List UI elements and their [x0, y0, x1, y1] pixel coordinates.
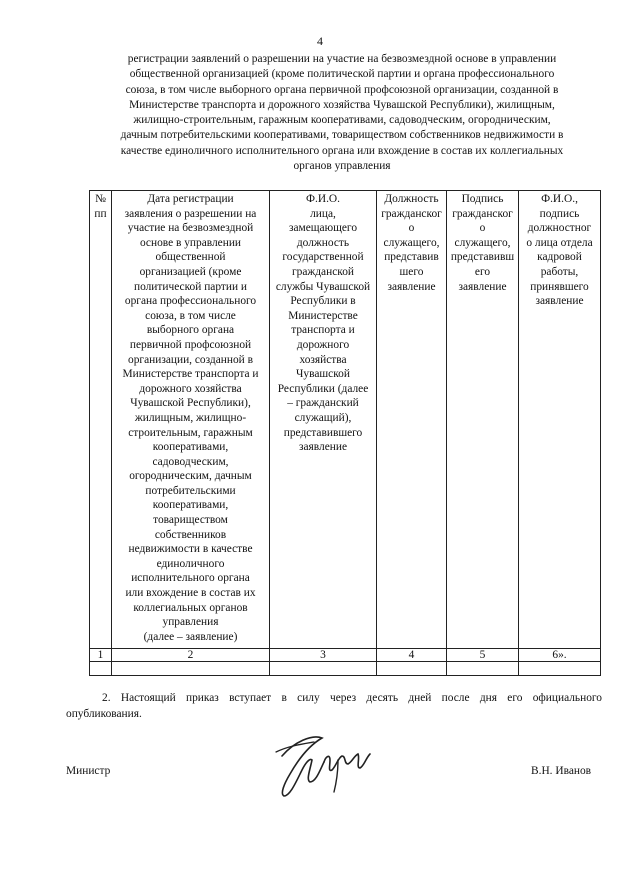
- header-text-line: органа профессионального: [124, 295, 257, 308]
- header-text-line: Должность: [384, 193, 439, 205]
- header-text-line: заявление: [387, 280, 436, 293]
- header-text-line: собственников: [154, 528, 227, 541]
- header-text-line: политической партии и: [133, 280, 248, 293]
- closing-line-1: 2. Настоящий приказ вступает в силу через десять дней после дня его официального: [102, 692, 602, 704]
- signatory-title: Министр: [66, 765, 111, 777]
- header-text-line: подпись: [539, 207, 580, 220]
- header-text-line: служащего,: [383, 236, 440, 249]
- header-text-line: участие на безвозмездной: [127, 222, 254, 235]
- header-text-line: представившего: [283, 426, 363, 439]
- header-text-line: исполнительного органа: [131, 572, 250, 585]
- header-text-line: заявление: [298, 441, 347, 454]
- table-header-cell: [112, 191, 270, 649]
- header-text-line: Чувашской Республики),: [130, 397, 251, 410]
- header-text-line: (далее – заявление): [143, 630, 238, 643]
- table-empty-row: [90, 662, 601, 676]
- header-text-line: Министерстве: [288, 309, 358, 322]
- header-text-line: союза, в том числе: [145, 309, 236, 322]
- header-text-line: транспорта и: [291, 324, 355, 337]
- registration-journal-table: [89, 190, 601, 676]
- header-text-line: Республики в: [290, 295, 356, 308]
- table-header-cell: [377, 191, 447, 649]
- intro-paragraph: [92, 52, 592, 174]
- header-text-line: Дата регистрации: [147, 193, 234, 205]
- header-text-line: Чувашской: [296, 368, 350, 381]
- header-text-line: строительным, гаражным: [128, 426, 253, 439]
- page-number: 4: [317, 34, 323, 48]
- header-text-line: дорожного: [296, 338, 350, 351]
- table-header-cell: [519, 191, 601, 649]
- header-text-line: заявление: [458, 280, 507, 293]
- intro-line: союза, в том числе выборного органа первичной профсоюзной организации, созданной в: [125, 83, 559, 96]
- header-text-line: Ф.И.О.,: [541, 193, 578, 205]
- header-text-line: о лица отдела: [526, 236, 593, 249]
- header-text-line: представив: [384, 251, 439, 264]
- header-text-line: выборного органа: [146, 324, 235, 337]
- intro-line: Министерстве транспорта и дорожного хозяйства Чувашской Республики), жилищным,: [129, 98, 555, 111]
- header-text-line: Республики (далее: [277, 382, 369, 395]
- header-text-line: недвижимости в качестве: [128, 543, 253, 556]
- table-header-cell: [90, 191, 112, 649]
- header-text-line: заявления о разрешении на: [124, 207, 257, 220]
- intro-line: качестве единоличного исполнительного органа или вхождение в состав их коллегиальных: [120, 144, 564, 157]
- header-text-line: кооперативами,: [152, 441, 229, 454]
- header-text-line: – гражданский: [287, 397, 359, 410]
- table-cell: [90, 662, 112, 676]
- table-cell: [112, 662, 270, 676]
- header-text-line: государственной: [282, 251, 364, 264]
- handwritten-signature: [268, 712, 386, 802]
- column-number-cell: 5: [447, 649, 519, 662]
- table-header-row: [90, 191, 601, 649]
- header-text-line: гражданског: [452, 207, 513, 220]
- intro-line: дачным потребительскими кооперативами, товариществом собственников недвижимости в: [120, 129, 564, 142]
- column-number-cell: 1: [90, 649, 112, 662]
- intro-line: общественной организацией (кроме политической партии и органа профессионального: [129, 68, 555, 81]
- column-number-cell: 4: [377, 649, 447, 662]
- table-column-numbers-row: [90, 649, 601, 662]
- header-text-line: Подпись: [461, 193, 504, 205]
- header-text-line: служащий),: [294, 411, 352, 424]
- signatory-name: В.Н. Иванов: [531, 765, 592, 777]
- header-text-line: организацией (кроме: [139, 265, 242, 278]
- header-text-line: управления: [162, 616, 219, 629]
- header-text-line: Министерстве транспорта и: [122, 368, 259, 381]
- column-number-cell: 2: [112, 649, 270, 662]
- header-text-line: работы,: [540, 265, 579, 278]
- closing-line-2: опубликования.: [66, 708, 142, 720]
- header-text-line: его: [474, 265, 491, 278]
- header-text-line: представивш: [450, 251, 515, 264]
- header-text-line: службы Чувашской: [275, 280, 371, 293]
- intro-line: органов управления: [293, 160, 391, 173]
- header-text-line: дорожного хозяйства: [139, 382, 242, 395]
- header-text-line: должностног: [527, 222, 592, 235]
- header-text-line: принявшего: [530, 280, 589, 293]
- header-text-line: гражданской: [291, 265, 355, 278]
- header-text-line: единоличного: [156, 557, 225, 570]
- intro-line: жилищно-строительным, гаражным кооперативами, садоводческим, огородническим,: [133, 114, 551, 127]
- header-text-line: о: [408, 222, 415, 235]
- table-cell: [270, 662, 377, 676]
- header-text-line: основе в управлении: [139, 236, 242, 249]
- table-cell: [447, 662, 519, 676]
- header-text-line: служащего,: [454, 236, 511, 249]
- header-text-line: шего: [399, 265, 424, 278]
- header-text-line: кадровой: [537, 251, 582, 264]
- header-text-line: о: [479, 222, 486, 235]
- header-text-line: первичной профсоюзной: [129, 338, 252, 351]
- header-text-line: организации, созданной в: [128, 353, 253, 366]
- header-text-line: пп: [94, 207, 107, 220]
- table-header-cell: [270, 191, 377, 649]
- header-text-line: лица,: [310, 207, 336, 220]
- header-text-line: или вхождение в состав их: [125, 587, 256, 600]
- header-text-line: гражданског: [381, 207, 442, 220]
- header-text-line: заявление: [535, 295, 584, 308]
- table-cell: [377, 662, 447, 676]
- column-number-cell: 3: [270, 649, 377, 662]
- header-text-line: должность: [296, 236, 350, 249]
- header-text-line: огородническим, дачным: [129, 470, 252, 483]
- header-text-line: хозяйства: [299, 353, 347, 366]
- header-text-line: коллегиальных органов: [133, 601, 248, 614]
- header-text-line: кооперативами,: [152, 499, 229, 512]
- header-text-line: общественной: [155, 251, 226, 264]
- header-text-line: замещающего: [288, 222, 358, 235]
- header-text-line: потребительскими: [145, 484, 236, 497]
- header-text-line: №: [95, 193, 106, 205]
- column-number-cell: 6».: [519, 649, 601, 662]
- header-text-line: жилищным, жилищно-: [134, 411, 247, 424]
- table-header-cell: [447, 191, 519, 649]
- header-text-line: Ф.И.О.: [306, 193, 340, 205]
- header-text-line: садоводческим,: [152, 455, 229, 468]
- table-cell: [519, 662, 601, 676]
- intro-line: регистрации заявлений о разрешении на участие на безвозмездной основе в управлении: [127, 53, 557, 65]
- header-text-line: товариществом: [153, 514, 228, 527]
